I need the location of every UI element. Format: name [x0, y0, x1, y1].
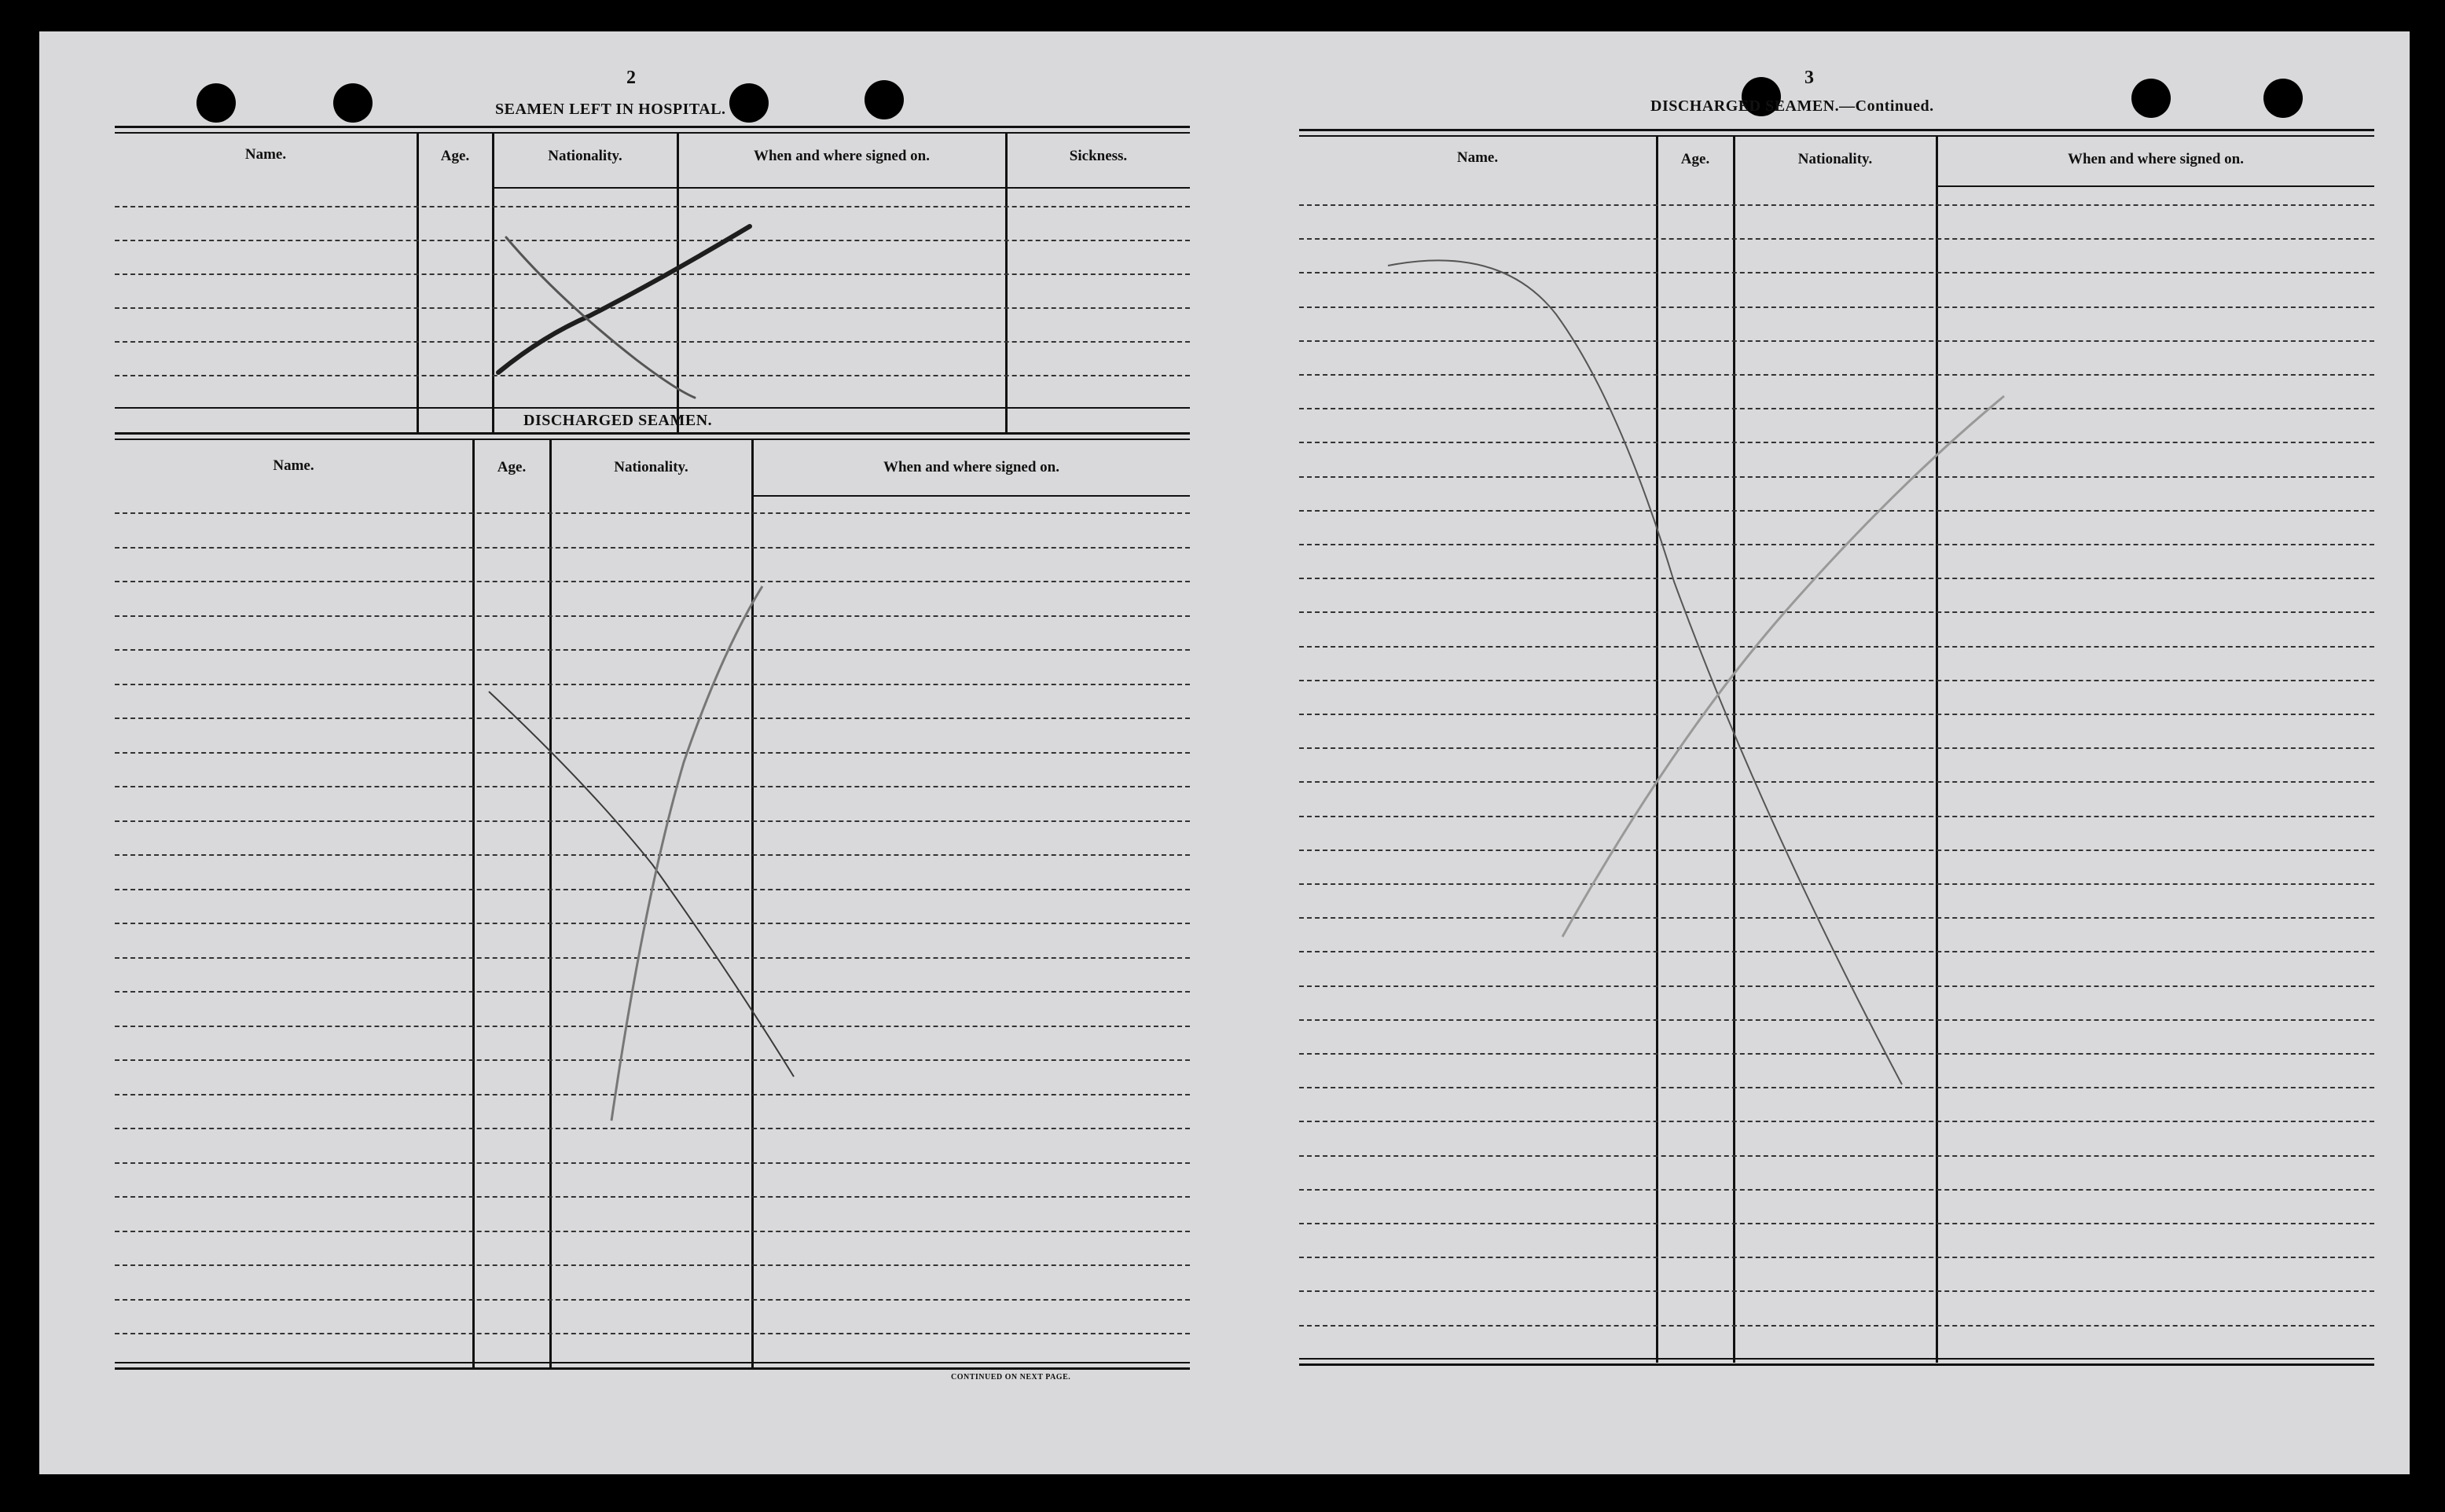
- cross-stroke: [1388, 260, 1902, 1084]
- column-header-signed-on: When and where signed on.: [883, 459, 1059, 475]
- column-header-name: Name.: [244, 146, 287, 163]
- column-header-nationality: Nationality.: [614, 459, 688, 475]
- column-header-signed-on: When and where signed on.: [753, 148, 930, 164]
- column-header-age: Age.: [1680, 151, 1710, 167]
- column-header-name: Name.: [273, 457, 314, 474]
- form-sheet: [39, 31, 2410, 1474]
- pencil-cross-marks: [39, 31, 2410, 1474]
- cross-stroke: [611, 586, 762, 1121]
- cross-stroke: [489, 692, 794, 1077]
- column-header-name: Name.: [1456, 149, 1499, 166]
- column-header-nationality: Nationality.: [548, 148, 622, 164]
- page-number: 2: [626, 68, 636, 88]
- column-header-nationality: Nationality.: [1797, 151, 1873, 167]
- cross-stroke: [1562, 396, 2004, 937]
- discharged-section-title: DISCHARGED SEAMEN.: [523, 412, 713, 429]
- column-header-sickness: Sickness.: [1069, 148, 1128, 164]
- column-header-age: Age.: [440, 148, 470, 164]
- continued-note: CONTINUED ON NEXT PAGE.: [951, 1373, 1071, 1382]
- column-header-age: Age.: [497, 459, 527, 475]
- page-number: 3: [1804, 68, 1814, 88]
- discharged-continued-title: DISCHARGED SEAMEN.—Continued.: [1650, 97, 1934, 115]
- column-header-signed-on: When and where signed on.: [2067, 151, 2244, 167]
- cross-stroke: [506, 237, 695, 398]
- hospital-section-title: SEAMEN LEFT IN HOSPITAL.: [495, 101, 726, 118]
